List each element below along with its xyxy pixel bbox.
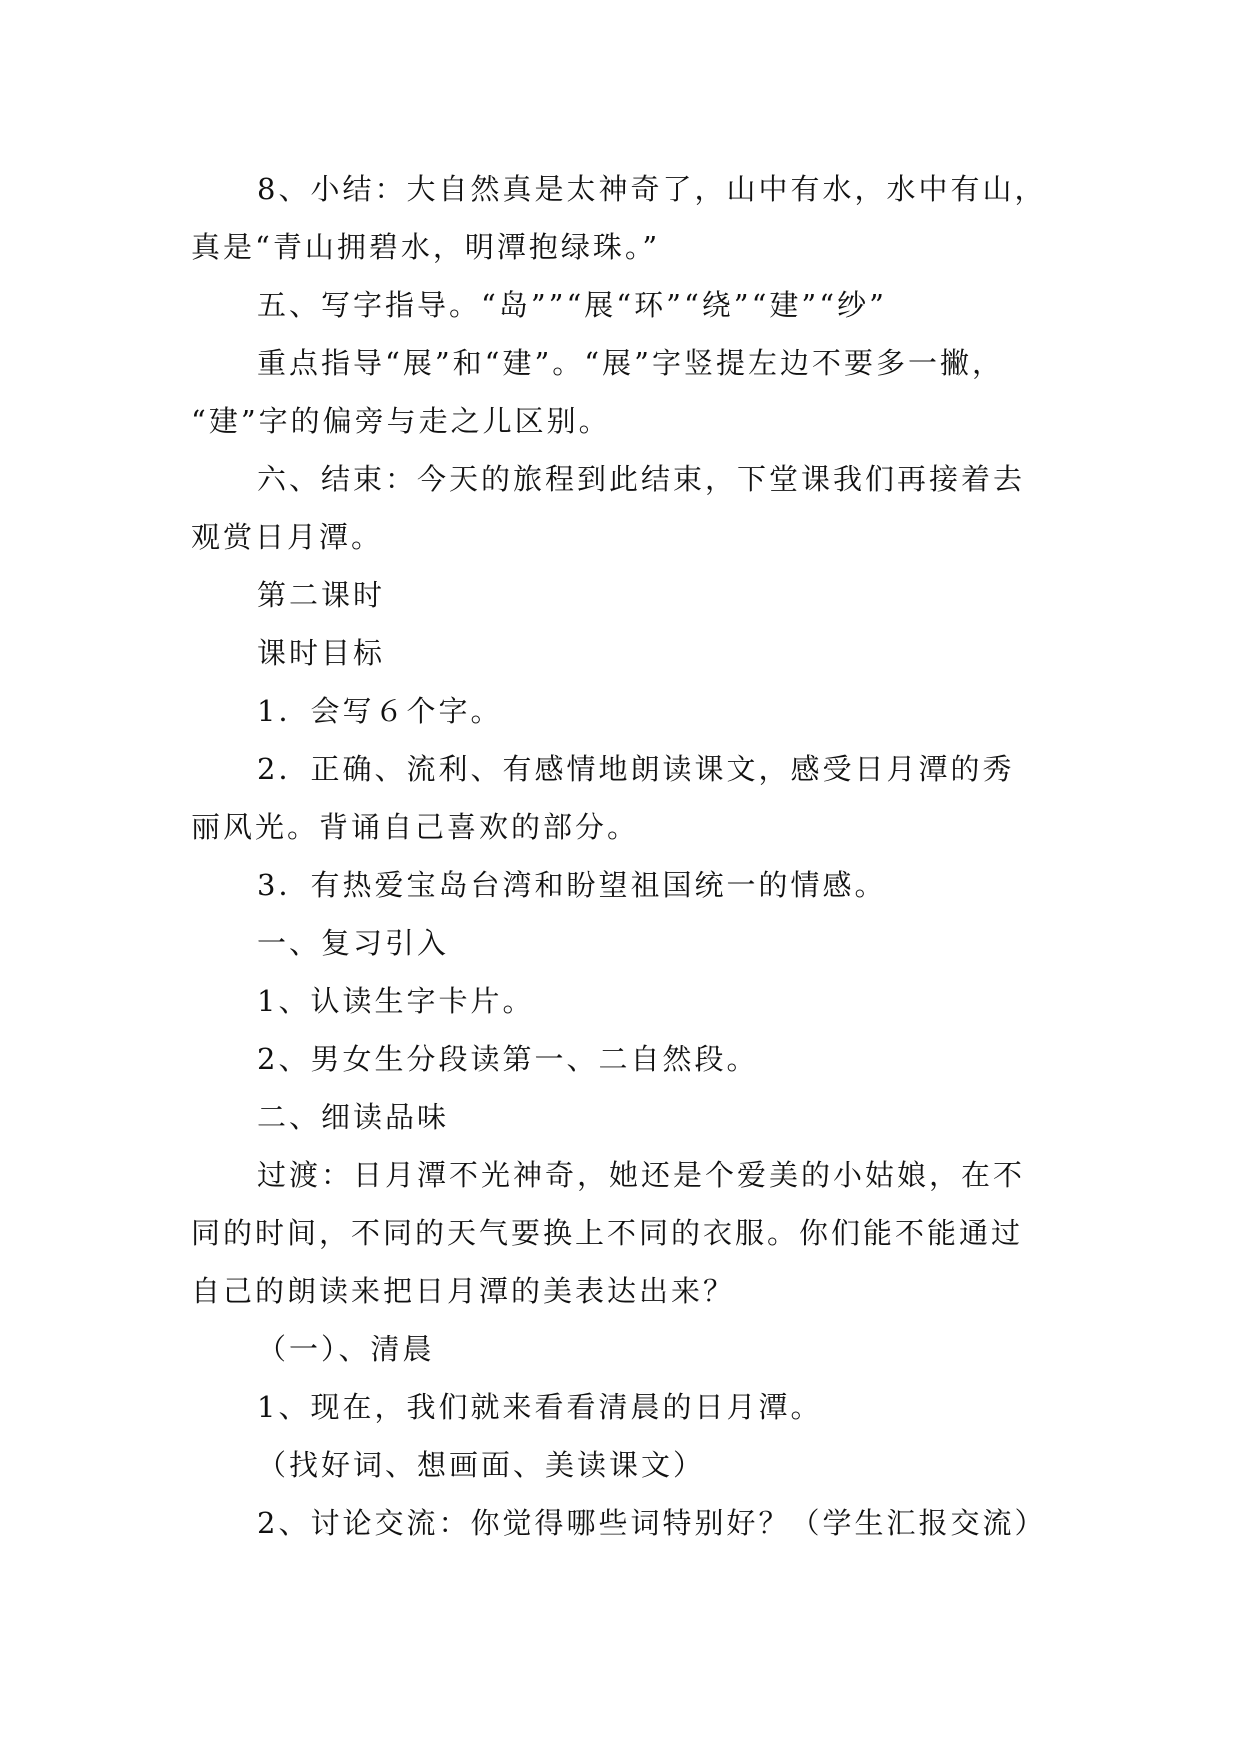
text-line: 观赏日月潭。 — [191, 520, 384, 554]
text-line: 2、男女生分段读第一、二自然段。 — [257, 1042, 759, 1076]
text-line: 过渡：日月潭不光神奇，她还是个爱美的小姑娘，在不 — [257, 1158, 1026, 1192]
morning-note — [191, 1436, 1061, 1494]
morning-item-2 — [191, 1494, 1061, 1552]
text-line: 丽风光。背诵自己喜欢的部分。 — [191, 810, 640, 844]
subsection-heading-morning — [191, 1320, 1061, 1378]
document-body — [191, 160, 1061, 1552]
review-item-2 — [191, 1030, 1061, 1088]
text-line: 1、认读生字卡片。 — [257, 984, 535, 1018]
objective-item-3 — [191, 856, 1061, 914]
text-line: 3．有热爱宝岛台湾和盼望祖国统一的情感。 — [257, 868, 887, 902]
text-line: 1．会写６个字。 — [257, 694, 503, 728]
text-line: 1、现在，我们就来看看清晨的日月潭。 — [257, 1390, 823, 1424]
objective-item-2 — [191, 740, 1061, 856]
section-heading-second-lesson — [191, 566, 1061, 624]
text-line: 二、细读品味 — [257, 1100, 450, 1134]
section-heading-review — [191, 914, 1061, 972]
text-line: （一）、清晨 — [257, 1332, 435, 1366]
text-line: 同的时间，不同的天气要换上不同的衣服。你们能不能通过 — [191, 1216, 1024, 1250]
paragraph-writing-guide — [191, 276, 1061, 334]
paragraph-key-guidance — [191, 334, 1061, 450]
text-line: 8、小结：大自然真是太神奇了，山中有水，水中有山， — [257, 172, 1047, 206]
paragraph-transition — [191, 1146, 1061, 1320]
review-item-1 — [191, 972, 1061, 1030]
text-line: 重点指导“展”和“建”。“展”字竖提左边不要多一撇， — [257, 346, 1004, 380]
text-line: 一、复习引入 — [257, 926, 450, 960]
text-line: （找好词、想画面、美读课文） — [257, 1448, 706, 1482]
text-line: 课时目标 — [257, 636, 386, 670]
section-heading-objectives — [191, 624, 1061, 682]
text-line: “建”字的偏旁与走之儿区别。 — [191, 404, 611, 438]
text-line: 六、结束：今天的旅程到此结束，下堂课我们再接着去 — [257, 462, 1026, 496]
text-line: 自己的朗读来把日月潭的美表达出来？ — [191, 1274, 736, 1308]
section-heading-close-reading — [191, 1088, 1061, 1146]
paragraph-summary — [191, 160, 1061, 276]
morning-item-1 — [191, 1378, 1061, 1436]
text-line: 第二课时 — [257, 578, 386, 612]
text-line: 真是“青山拥碧水，明潭抱绿珠。” — [191, 230, 661, 264]
objective-item-1 — [191, 682, 1061, 740]
text-line: 2．正确、流利、有感情地朗读课文，感受日月潭的秀 — [257, 752, 1015, 786]
text-line: 2、讨论交流：你觉得哪些词特别好？（学生汇报交流） — [257, 1506, 1047, 1540]
text-line: 五、写字指导。“岛””“展“环”“绕”“建”“纱” — [257, 288, 887, 322]
paragraph-ending — [191, 450, 1061, 566]
